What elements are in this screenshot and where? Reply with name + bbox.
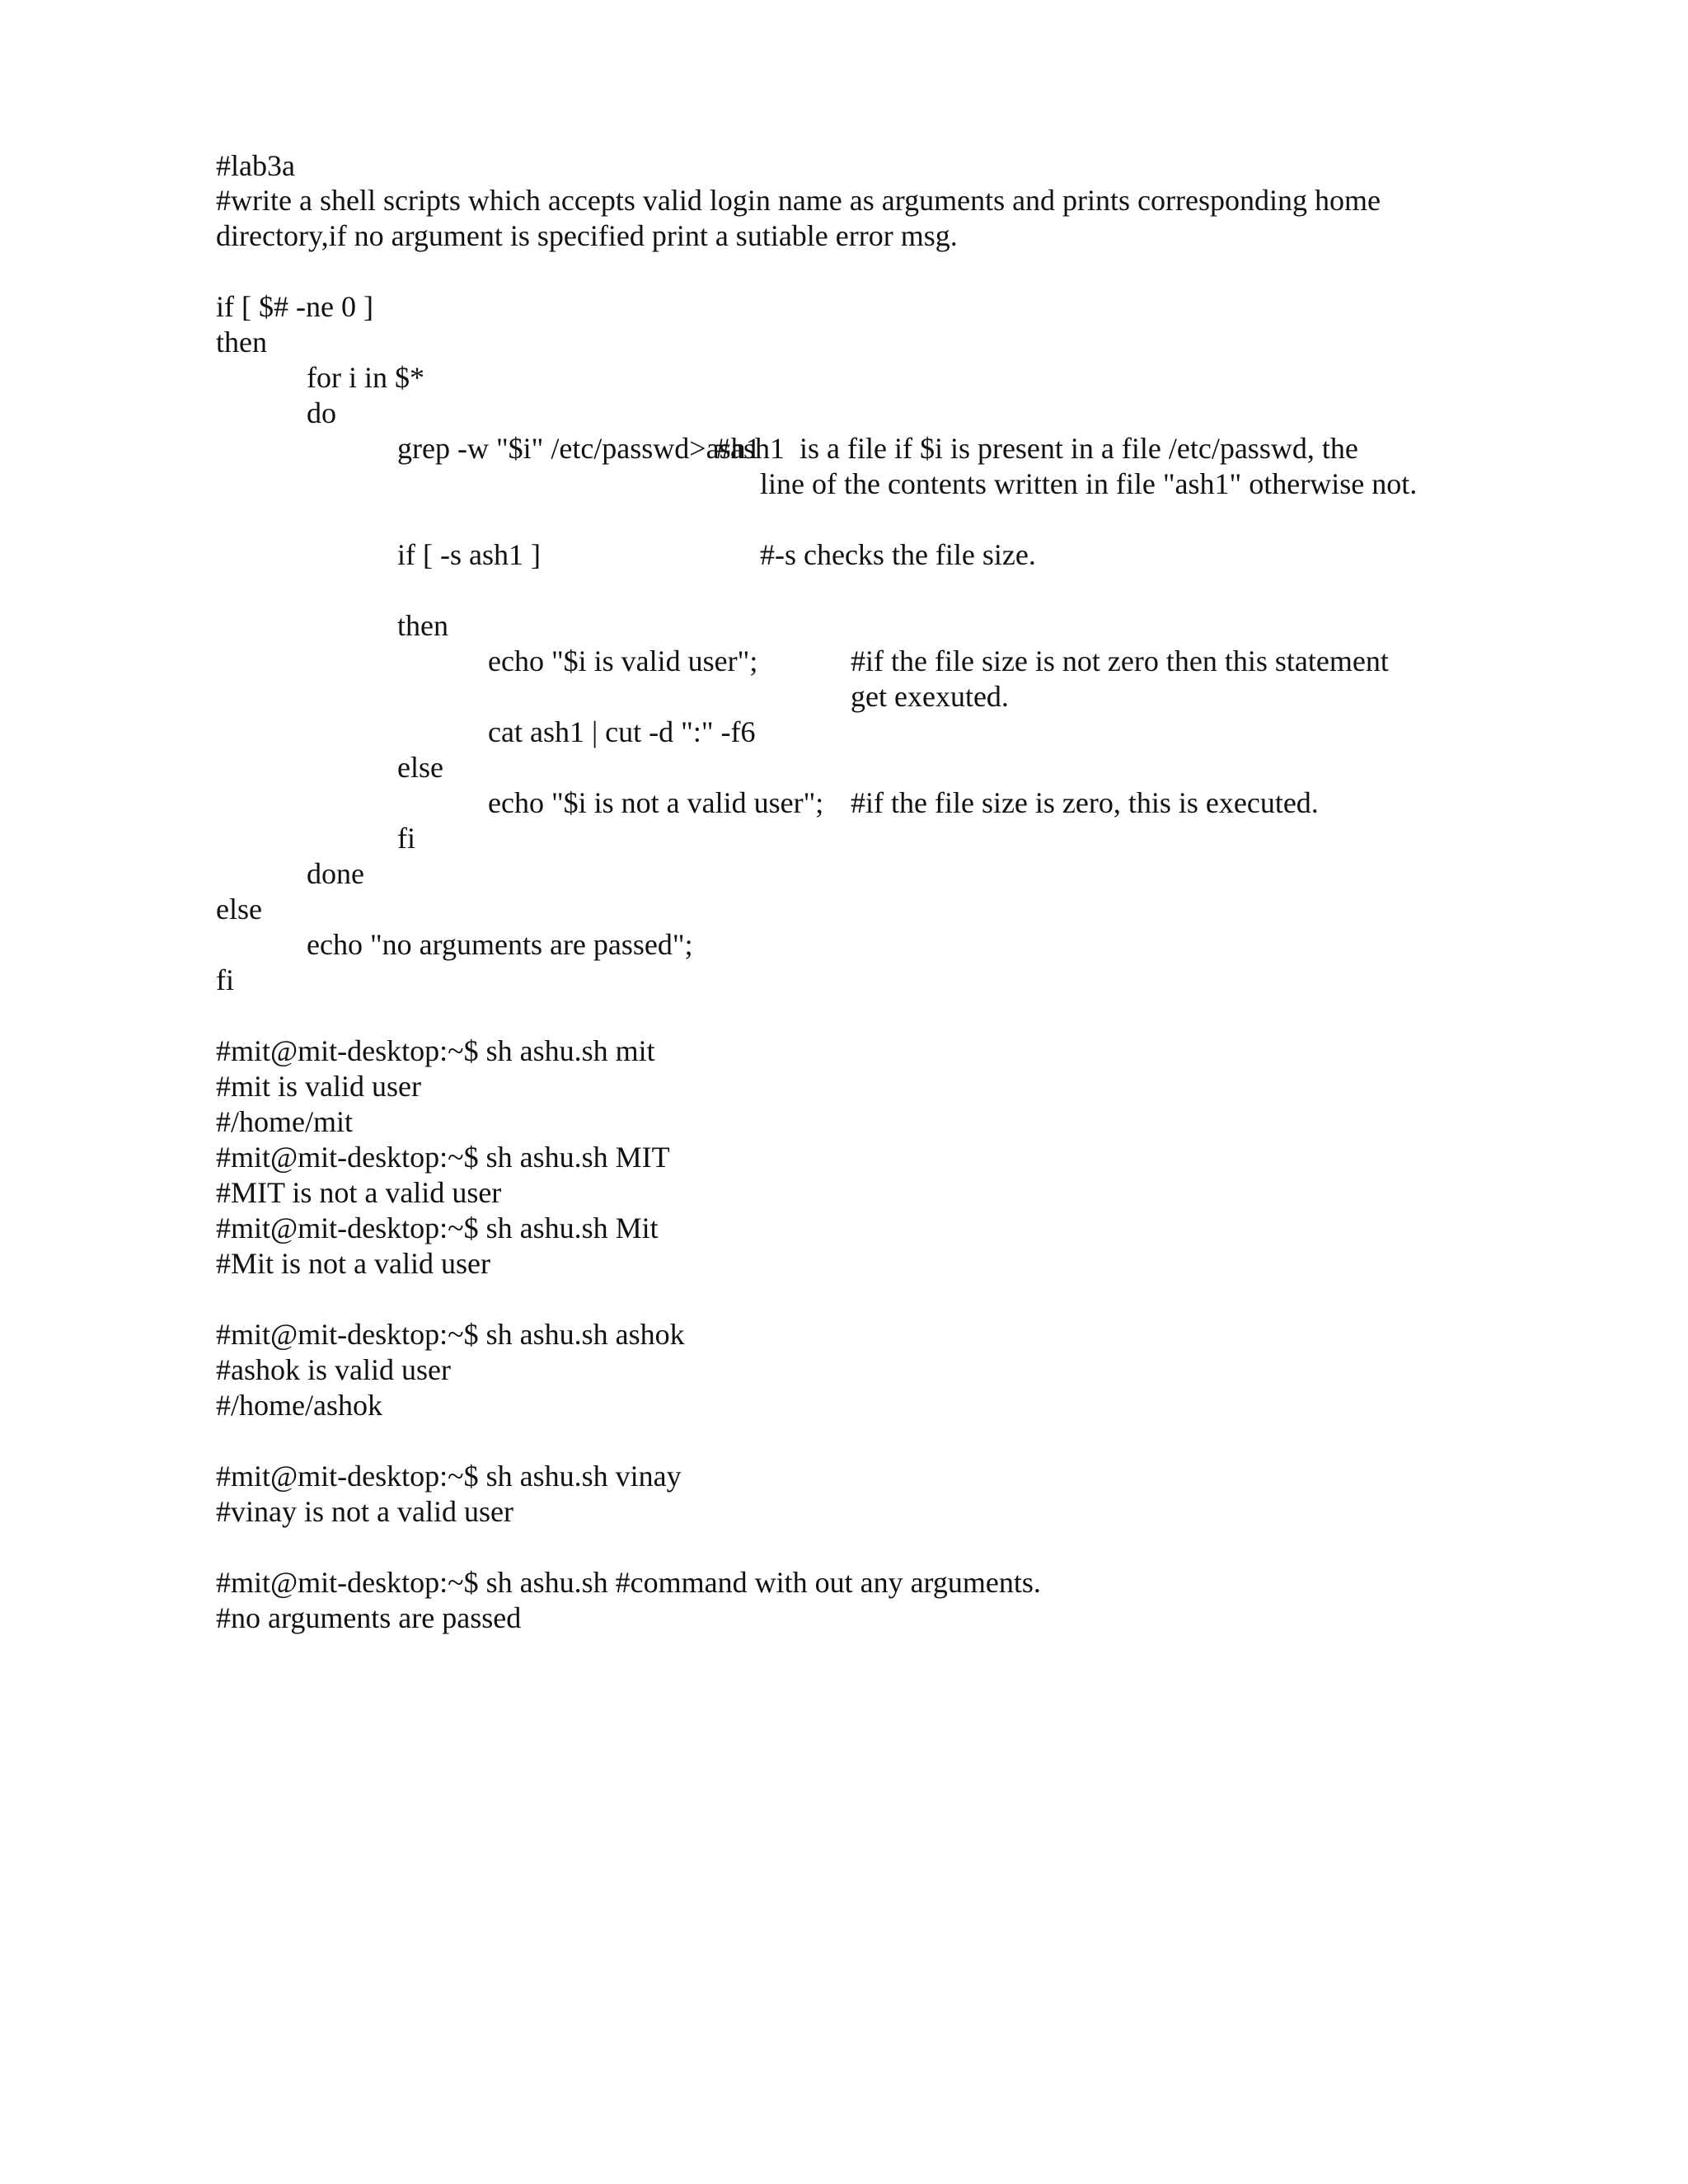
code-done: done (307, 857, 364, 890)
output-run-2-command: #mit@mit-desktop:~$ sh ashu.sh MIT (216, 1141, 670, 1174)
code-if-condition: if [ $# -ne 0 ] (216, 290, 373, 323)
output-run-3-command: #mit@mit-desktop:~$ sh ashu.sh Mit (216, 1212, 659, 1244)
output-run-3-line-1: #Mit is not a valid user (216, 1247, 490, 1280)
output-run-4-line-1: #ashok is valid user (216, 1353, 451, 1386)
code-echo-noargs: echo "no arguments are passed"; (307, 928, 693, 961)
output-run-5-line-1: #vinay is not a valid user (216, 1495, 513, 1528)
output-run-1-line-2: #/home/mit (216, 1105, 353, 1138)
code-else-outer: else (216, 893, 262, 926)
output-run-6-line-1: #no arguments are passed (216, 1601, 522, 1634)
output-run-5-command: #mit@mit-desktop:~$ sh ashu.sh vinay (216, 1460, 682, 1493)
code-then-inner: then (397, 609, 448, 642)
code-cat-command: cat ash1 | cut -d ":" -f6 (488, 715, 756, 748)
code-else-inner: else (397, 751, 443, 784)
code-echo-valid-comment-line-2: get exexuted. (851, 680, 1009, 713)
code-echo-invalid-comment: #if the file size is zero, this is executed. (851, 786, 1319, 819)
task-description-line-1: #write a shell scripts which accepts valid login name as arguments and prints corresponding home (216, 184, 1381, 217)
task-description-line-2: directory,if no argument is specified print a sutiable error msg. (216, 219, 958, 252)
code-grep-comment-line-2: line of the contents written in file "ash1" otherwise not. (760, 467, 1418, 500)
code-echo-valid-comment-line-1: #if the file size is not zero then this statement (851, 644, 1389, 677)
code-then: then (216, 326, 267, 359)
output-run-4-command: #mit@mit-desktop:~$ sh ashu.sh ashok (216, 1318, 685, 1351)
code-echo-invalid: echo "$i is not a valid user"; (488, 786, 824, 819)
code-do: do (307, 396, 336, 429)
output-run-6-command: #mit@mit-desktop:~$ sh ashu.sh #command with out any arguments. (216, 1566, 1041, 1599)
code-echo-valid: echo "$i is valid user"; (488, 644, 758, 677)
code-grep-command: grep -w "$i" /etc/passwd>ash1 (397, 432, 761, 465)
code-if-size: if [ -s ash1 ] (397, 538, 541, 571)
code-for-loop: for i in $* (307, 361, 424, 394)
code-fi-outer: fi (216, 963, 234, 996)
output-run-2-line-1: #MIT is not a valid user (216, 1176, 502, 1209)
lab-title: #lab3a (216, 149, 295, 182)
output-run-1-command: #mit@mit-desktop:~$ sh ashu.sh mit (216, 1034, 655, 1067)
code-grep-comment-line-1: #ash1 is a file if $i is present in a file /etc/passwd, the (715, 432, 1358, 465)
code-if-size-comment: #-s checks the file size. (760, 538, 1036, 571)
output-run-1-line-1: #mit is valid user (216, 1070, 421, 1103)
code-fi-inner: fi (397, 822, 415, 855)
output-run-4-line-2: #/home/ashok (216, 1389, 382, 1422)
